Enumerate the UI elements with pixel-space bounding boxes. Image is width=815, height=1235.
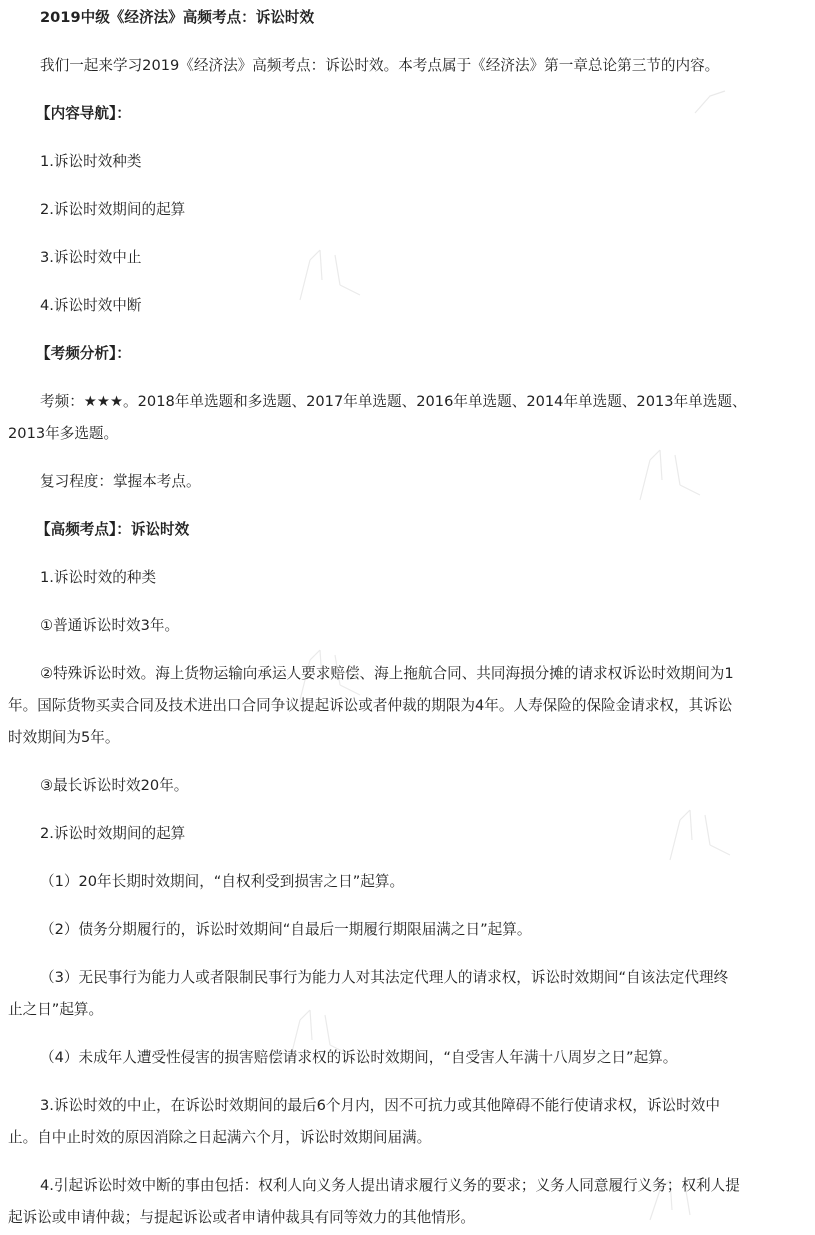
paragraph-line: （3）无民事行为能力人或者限制民事行为能力人对其法定代理人的请求权，诉讼时效期间“自该法定代理终: [40, 969, 729, 986]
nav-item: 2.诉讼时效期间的起算: [40, 201, 186, 218]
review-level: 复习程度：掌握本考点。: [40, 473, 201, 490]
nav-item: 3.诉讼时效中止: [40, 249, 142, 266]
watermark-mark: [660, 800, 740, 870]
nav-item: 4.诉讼时效中断: [40, 297, 142, 314]
paragraph-line: 4.引起诉讼时效中断的事由包括：权利人向义务人提出请求履行义务的要求；义务人同意履行义务；权利人提: [40, 1177, 740, 1194]
paragraph-line: ①普通诉讼时效3年。: [40, 617, 180, 634]
paragraph-line: ②特殊诉讼时效。海上货物运输向承运人要求赔偿、海上拖航合同、共同海损分摊的请求权诉讼时效期间为1: [40, 665, 734, 682]
paragraph-line: 时效期间为5年。: [8, 729, 120, 746]
page-title: 2019中级《经济法》高频考点：诉讼时效: [40, 9, 315, 26]
watermark-mark: [630, 440, 710, 510]
watermark-mark: [290, 240, 370, 310]
paragraph-line: 止之日”起算。: [8, 1001, 104, 1018]
intro-paragraph: 我们一起来学习2019《经济法》高频考点：诉讼时效。本考点属于《经济法》第一章总论第三节的内容。: [40, 57, 720, 74]
paragraph-line: （2）债务分期履行的，诉讼时效期间“自最后一期履行期限届满之日”起算。: [40, 921, 532, 938]
paragraph-line: （4）未成年人遭受性侵害的损害赔偿请求权的诉讼时效期间，“自受害人年满十八周岁之日”起算。: [40, 1049, 678, 1066]
paragraph-line: ③最长诉讼时效20年。: [40, 777, 189, 794]
paragraph-line: 起诉讼或申请仲裁；与提起诉讼或者申请仲裁具有同等效力的其他情形。: [8, 1209, 476, 1226]
nav-item: 1.诉讼时效种类: [40, 153, 142, 170]
watermark-mark: [690, 88, 730, 118]
freq-heading: 【考频分析】：: [36, 345, 131, 362]
freq-line: 2013年多选题。: [8, 425, 119, 442]
point-heading: 【高频考点】：诉讼时效: [36, 521, 190, 538]
nav-heading: 【内容导航】：: [36, 105, 131, 122]
freq-line: 考频：★★★。2018年单选题和多选题、2017年单选题、2016年单选题、2014年单选题、2013年单选题、: [40, 393, 747, 410]
paragraph-line: （1）20年长期时效期间，“自权利受到损害之日”起算。: [40, 873, 405, 890]
paragraph-line: 止。自中止时效的原因消除之日起满六个月，诉讼时效期间届满。: [8, 1129, 432, 1146]
paragraph-line: 年。国际货物买卖合同及技术进出口合同争议提起诉讼或者仲裁的期限为4年。人寿保险的保险金请求权，其诉讼: [8, 697, 733, 714]
paragraph-line: 3.诉讼时效的中止，在诉讼时效期间的最后6个月内，因不可抗力或其他障碍不能行使请求权，诉讼时效中: [40, 1097, 720, 1114]
section-title: 1.诉讼时效的种类: [40, 569, 157, 586]
section-title: 2.诉讼时效期间的起算: [40, 825, 186, 842]
